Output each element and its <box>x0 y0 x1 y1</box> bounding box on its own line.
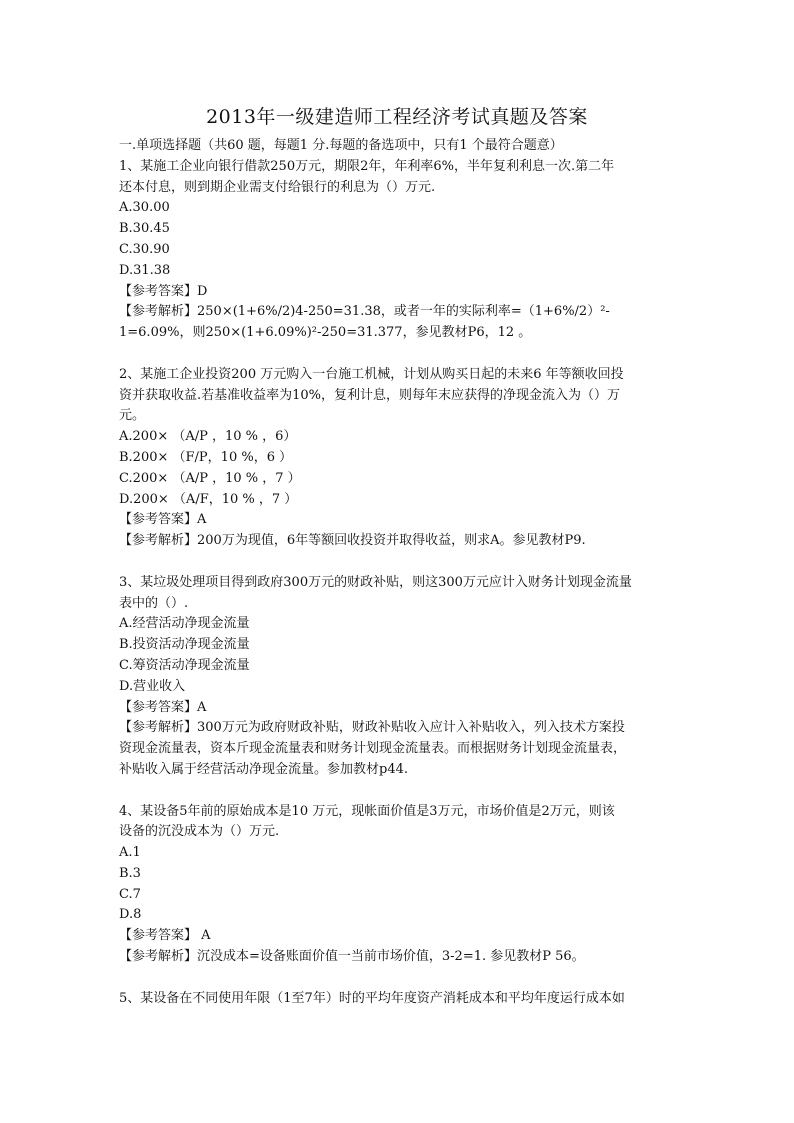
page-title: 2013年一级建造师工程经济考试真题及答案 <box>206 106 588 128</box>
option-c: C.7 <box>119 886 141 902</box>
option-c: C.筹资活动净现金流量 <box>119 657 250 673</box>
option-a: A.200× （A/P ，10 % ，6） <box>119 429 297 445</box>
option-a: A.30.00 <box>119 200 170 216</box>
reference-answer: 【参考答案】A <box>119 699 207 715</box>
reference-analysis-line: 资现金流量表，资本斤现金流量表和财务计划现金流量表。而根据财务计划现金流量表， <box>119 741 627 757</box>
reference-answer: 【参考答案】 A <box>119 928 211 944</box>
question-stem-line: 元。 <box>119 408 146 424</box>
reference-analysis-line: 补贴收入属于经营活动净现金流量。参加教材p44. <box>119 761 408 777</box>
section-heading: 一.单项选择题（共60 题，每题1 分.每题的备选项中，只有1 个最符合题意） <box>119 138 563 153</box>
paragraph-spacer <box>119 552 679 573</box>
option-d: D.营业收入 <box>119 678 186 694</box>
question-4 <box>119 802 679 968</box>
option-c: C.30.90 <box>119 241 170 257</box>
question-stem-line: 3、某垃圾处理项目得到政府300万元的财政补贴，则这300万元应计入财务计划现金流量 <box>119 574 632 590</box>
paragraph-spacer <box>119 968 679 989</box>
reference-analysis-line: 【参考解析】250×(1+6%/2)4-250=31.38，或者一年的实际利率=（1+6%/2）²- <box>119 304 610 320</box>
reference-answer: 【参考答案】A <box>119 512 207 528</box>
question-stem-line: 还本付息，则到期企业需支付给银行的利息为（）万元. <box>119 179 436 195</box>
option-b: B.30.45 <box>119 221 170 237</box>
option-d: D.8 <box>119 907 142 923</box>
question-2 <box>119 365 679 552</box>
question-stem-line: 2、某施工企业投资200 万元购入一台施工机械，计划从购买日起的未来6 年等额收回投 <box>119 366 624 382</box>
question-stem-line: 设备的沉没成本为（）万元. <box>119 824 280 840</box>
paragraph-spacer <box>119 344 679 365</box>
option-d: D.31.38 <box>119 262 171 278</box>
question-5-stem-line: 5、某设备在不同使用年限（1至7年）时的平均年度资产消耗成本和平均年度运行成本如 <box>119 990 625 1006</box>
option-a: A.经营活动净现金流量 <box>119 616 250 632</box>
option-d: D.200× （A/F，10 % ，7 ） <box>119 491 298 507</box>
paragraph-spacer <box>119 781 679 802</box>
reference-analysis-line: 1=6.09%，则250×(1+6.09%)²-250=31.377，参见教材P6，12 。 <box>119 325 532 341</box>
question-3 <box>119 573 679 781</box>
reference-analysis-line: 【参考解析】沉没成本=设备账面价值一当前市场价值，3-2=1. 参见教材P 56。 <box>119 949 585 965</box>
option-a: A.1 <box>119 845 141 861</box>
option-b: B.3 <box>119 865 141 881</box>
option-b: B.200× （F/P，10 %，6 ） <box>119 449 293 465</box>
reference-analysis-line: 【参考解析】200万为现值，6年等额回收投资并取得收益，则求A。参见教材P9. <box>119 533 586 549</box>
question-1 <box>119 157 679 344</box>
question-stem-line: 4、某设备5年前的原始成本是10 万元，现帐面价值是3万元，市场价值是2万元，则该 <box>119 803 615 819</box>
document-body <box>119 136 679 1009</box>
reference-analysis-line: 【参考解析】300万元为政府财政补贴，财政补贴收入应计入补贴收入，列入技术方案投 <box>119 720 625 736</box>
question-stem-line: 1、某施工企业向银行借款250万元，期限2年，年利率6%，半年复利利息一次.第二年 <box>119 158 615 174</box>
option-c: C.200× （A/P ，10 % ，7 ） <box>119 470 301 486</box>
option-b: B.投资活动净现金流量 <box>119 637 250 653</box>
reference-answer: 【参考答案】D <box>119 283 208 299</box>
question-stem-line: 表中的（）. <box>119 595 189 611</box>
question-stem-line: 资并获取收益.若基准收益率为10%，复利计息，则每年末应获得的净现金流入为（）万 <box>119 387 621 403</box>
